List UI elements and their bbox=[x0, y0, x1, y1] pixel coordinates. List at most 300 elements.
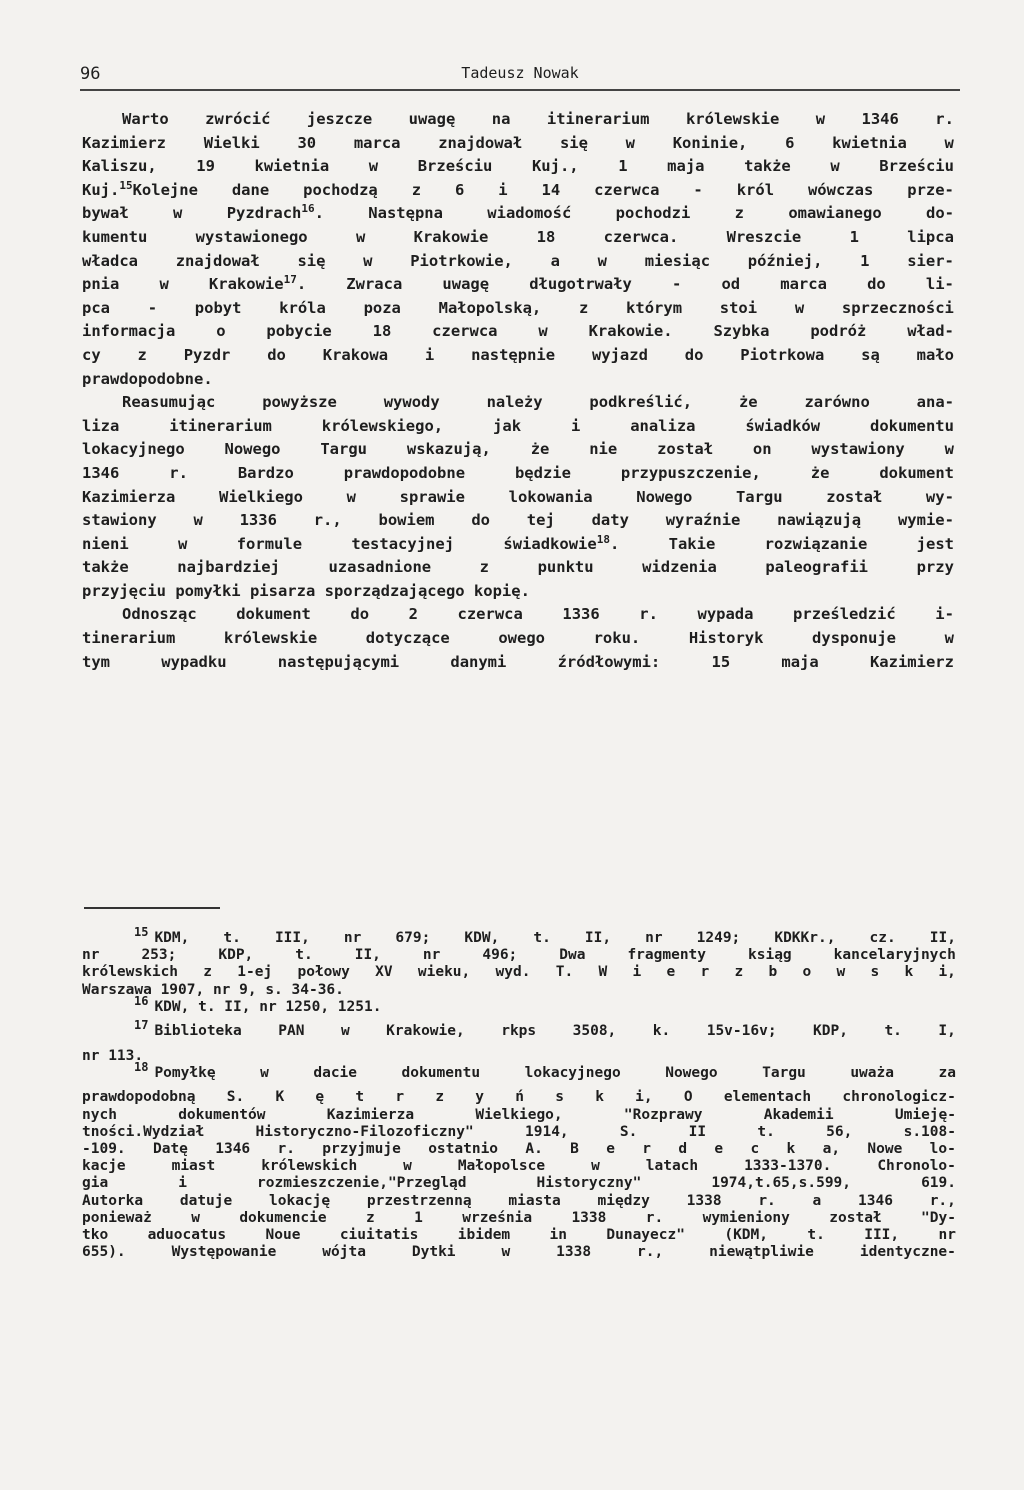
word: do- bbox=[926, 204, 954, 223]
word: Nowego bbox=[224, 440, 281, 459]
word: pca bbox=[82, 298, 110, 317]
word: cz. bbox=[869, 930, 896, 946]
word: tinerarium bbox=[82, 629, 176, 648]
word: kancelaryjnych bbox=[833, 947, 956, 964]
word: następującymi bbox=[277, 652, 400, 671]
body-line bbox=[82, 393, 954, 417]
word: 1249; bbox=[696, 930, 741, 946]
word: 1346 bbox=[215, 1141, 251, 1157]
word: r., bbox=[313, 511, 342, 530]
word: do bbox=[471, 511, 490, 530]
word: daty bbox=[591, 511, 629, 530]
word: w bbox=[178, 534, 188, 553]
word: że bbox=[530, 440, 550, 459]
word: nieni bbox=[82, 534, 129, 553]
word: Datę bbox=[152, 1141, 188, 1157]
word: nie bbox=[589, 440, 618, 459]
word: roku. bbox=[593, 629, 641, 648]
word: król bbox=[736, 180, 775, 199]
word: Kazimierz bbox=[869, 652, 954, 671]
body-line bbox=[82, 488, 954, 512]
word: z bbox=[366, 1209, 375, 1226]
word: Następna bbox=[368, 204, 443, 223]
word: w bbox=[355, 227, 366, 246]
word: r. bbox=[639, 605, 658, 624]
body-line bbox=[82, 629, 954, 653]
body-line bbox=[82, 605, 954, 629]
word: tko bbox=[82, 1226, 109, 1243]
footnote-line bbox=[82, 1089, 956, 1106]
word: e bbox=[714, 1141, 724, 1157]
word: 496; bbox=[482, 947, 518, 964]
word: za bbox=[938, 1064, 956, 1081]
word: Kuj. bbox=[82, 180, 120, 199]
word: władca bbox=[82, 251, 138, 270]
word: pnia bbox=[82, 275, 120, 294]
word: uważa bbox=[850, 1064, 894, 1081]
footnote-number: 18 bbox=[134, 1059, 149, 1074]
word: w bbox=[363, 251, 373, 270]
word: chronologicz- bbox=[842, 1089, 956, 1106]
word: kumentu bbox=[82, 227, 148, 246]
body-text bbox=[82, 110, 954, 676]
word: liza bbox=[82, 416, 120, 435]
word: prze- bbox=[907, 180, 954, 199]
word: królewskiego, bbox=[321, 416, 444, 435]
footnote-line bbox=[82, 1193, 956, 1210]
word: wówczas bbox=[807, 180, 874, 199]
word: wieku, bbox=[417, 964, 471, 981]
body-line bbox=[82, 299, 954, 323]
word: czerwca. bbox=[603, 227, 679, 246]
word: s bbox=[870, 964, 880, 981]
word: Kazimierza bbox=[82, 487, 176, 506]
word: Dytki bbox=[411, 1244, 456, 1261]
word: królewskich bbox=[82, 964, 179, 981]
word: do bbox=[867, 275, 886, 294]
word: został bbox=[826, 487, 883, 506]
word: z bbox=[203, 964, 213, 981]
word: także bbox=[82, 558, 129, 577]
word: miesiąc bbox=[644, 251, 711, 270]
word: świadkowie bbox=[503, 534, 597, 553]
footnote-line bbox=[82, 1227, 956, 1244]
word: kacje bbox=[82, 1158, 126, 1175]
word: ponieważ bbox=[82, 1209, 152, 1226]
word: d bbox=[678, 1141, 688, 1157]
word: w bbox=[625, 133, 635, 152]
word: lipca bbox=[907, 227, 954, 246]
footnote-line bbox=[82, 1124, 956, 1141]
word: z bbox=[137, 345, 147, 364]
body-line bbox=[82, 346, 954, 370]
word: itinerarium bbox=[169, 416, 272, 435]
word: został bbox=[829, 1209, 882, 1226]
footnote-line bbox=[82, 947, 956, 964]
word: r. bbox=[277, 1141, 295, 1157]
word: o bbox=[216, 322, 226, 341]
word: Krakowie bbox=[208, 275, 284, 294]
word: Dunayecz" bbox=[606, 1226, 685, 1243]
word: wyjazd bbox=[591, 345, 648, 364]
word: w bbox=[944, 133, 954, 152]
word: zwrócić bbox=[205, 110, 271, 128]
word: dokumentu bbox=[869, 416, 954, 435]
word: na bbox=[491, 110, 511, 128]
word: także bbox=[744, 157, 791, 176]
word: k. bbox=[652, 1023, 671, 1040]
word: że bbox=[810, 463, 830, 482]
footnote-line bbox=[82, 1059, 956, 1090]
word: Małopolsce bbox=[457, 1158, 546, 1175]
word: mało bbox=[916, 345, 954, 364]
word: PAN bbox=[278, 1023, 305, 1040]
footnote-line bbox=[82, 1244, 956, 1261]
word: Targu bbox=[320, 440, 368, 459]
word: znajdował bbox=[438, 133, 523, 152]
word: w bbox=[368, 157, 379, 176]
word: II, bbox=[929, 930, 956, 946]
word: prawdopodobną bbox=[82, 1089, 196, 1106]
footnote-separator bbox=[84, 907, 220, 909]
word: 1338 bbox=[556, 1244, 592, 1261]
word: lo- bbox=[929, 1141, 956, 1157]
word: III, bbox=[864, 1226, 900, 1243]
word: KDW, bbox=[464, 930, 500, 946]
word: jak bbox=[493, 416, 522, 435]
footnote-line bbox=[82, 993, 956, 1024]
word: - bbox=[147, 298, 158, 317]
word: o bbox=[802, 964, 812, 981]
body-line bbox=[82, 653, 954, 677]
word: następnie bbox=[471, 345, 556, 364]
footnote-text: t. II, nr 1250, 1251. bbox=[189, 998, 382, 1015]
footnote-text: Warszawa 1907, nr 9, s. 34-36. bbox=[82, 981, 344, 998]
word: 1974,t.65,s.599, bbox=[711, 1175, 852, 1192]
word: przypuszczenie, bbox=[620, 463, 761, 482]
word: r. bbox=[645, 1209, 664, 1226]
word: k bbox=[786, 1141, 796, 1157]
word: kwietnia bbox=[832, 133, 907, 152]
word: r., bbox=[929, 1192, 956, 1209]
word: uwagę bbox=[442, 275, 490, 294]
word: w bbox=[340, 1023, 350, 1040]
body-line-text: przyjęciu pomyłki pisarza sporządzającego kopię. bbox=[82, 581, 530, 600]
word: Kazimierza bbox=[326, 1106, 415, 1123]
word: nych bbox=[82, 1106, 117, 1123]
body-line bbox=[82, 511, 954, 535]
word: lokacyjnego bbox=[82, 440, 185, 459]
word: długotrwały bbox=[529, 275, 632, 294]
word: III, bbox=[274, 930, 310, 946]
word: w bbox=[173, 204, 183, 223]
word: wypada bbox=[697, 605, 754, 624]
word: 3508, bbox=[572, 1023, 617, 1040]
word: punktu bbox=[537, 558, 594, 577]
word: Reasumując bbox=[122, 393, 216, 412]
word: uwagę bbox=[408, 110, 456, 128]
footnote-number: 17 bbox=[134, 1018, 149, 1033]
word: "Dy- bbox=[921, 1209, 956, 1226]
word: wład- bbox=[907, 322, 954, 341]
word: Nowe bbox=[867, 1141, 903, 1157]
word: KDW, bbox=[154, 998, 190, 1015]
word: czerwca bbox=[457, 605, 523, 624]
word: KDP, bbox=[218, 947, 254, 964]
word: A. bbox=[525, 1141, 543, 1157]
word: że bbox=[738, 393, 758, 412]
word: 19 bbox=[196, 157, 215, 176]
word: y bbox=[475, 1089, 485, 1106]
word: 1 bbox=[414, 1209, 423, 1226]
word: 15v-16v; bbox=[706, 1023, 777, 1040]
word: Wielkiego bbox=[218, 487, 303, 506]
word: wy- bbox=[925, 487, 954, 506]
word: w bbox=[815, 110, 826, 128]
body-line bbox=[82, 178, 954, 205]
word: KDKKr., bbox=[774, 930, 836, 946]
word: Kazimierz bbox=[82, 133, 166, 152]
word: w bbox=[403, 1158, 412, 1175]
word: r. bbox=[169, 463, 188, 482]
word: r bbox=[642, 1141, 652, 1157]
word: elementach bbox=[723, 1089, 812, 1106]
word: widzenia bbox=[642, 558, 717, 577]
word: dotyczące bbox=[365, 629, 450, 648]
word: t. bbox=[223, 930, 241, 946]
word: Nowego bbox=[665, 1064, 718, 1081]
word: z bbox=[411, 180, 422, 199]
word: latach bbox=[645, 1158, 699, 1175]
word: itinerarium bbox=[546, 110, 650, 128]
word: analiza bbox=[630, 416, 696, 435]
word: a, bbox=[822, 1141, 841, 1157]
word: 1 bbox=[860, 251, 870, 270]
word: Targu bbox=[762, 1064, 806, 1081]
word: i bbox=[498, 180, 508, 199]
word: w bbox=[944, 440, 954, 459]
word: Małopolską, bbox=[438, 298, 542, 317]
body-line bbox=[82, 322, 954, 346]
word: tym bbox=[82, 652, 110, 671]
word: KDP, bbox=[813, 1023, 848, 1040]
word: Krakowie bbox=[413, 227, 489, 246]
word: wskazują, bbox=[406, 440, 491, 459]
word: r. bbox=[758, 1192, 776, 1209]
word: powyższe bbox=[262, 393, 337, 412]
word: lokowania bbox=[508, 487, 593, 506]
word: Występowanie bbox=[171, 1244, 277, 1261]
word: nr bbox=[645, 930, 663, 946]
word: wymie- bbox=[897, 511, 954, 530]
word: i, bbox=[938, 964, 956, 981]
word: później, bbox=[747, 251, 823, 270]
word: 1914, bbox=[525, 1123, 569, 1140]
word: są bbox=[861, 345, 880, 364]
word: informacja bbox=[82, 322, 176, 341]
word: przyjmuje bbox=[322, 1141, 401, 1157]
running-head: Tadeusz Nowak bbox=[461, 64, 579, 82]
footnote-start bbox=[134, 1018, 242, 1040]
footnote-line bbox=[82, 1158, 956, 1175]
word: W bbox=[598, 964, 608, 981]
word: ę bbox=[315, 1089, 325, 1106]
word: gia bbox=[82, 1175, 109, 1192]
word: Pyzdrach bbox=[226, 204, 302, 223]
word: dokumentów bbox=[178, 1106, 266, 1123]
body-line bbox=[82, 275, 954, 299]
word: 679; bbox=[395, 930, 431, 946]
word: Koninie, bbox=[672, 133, 748, 152]
word: Umieję- bbox=[894, 1106, 956, 1123]
word: Wreszcie bbox=[726, 227, 802, 246]
word: KDM, bbox=[154, 930, 190, 946]
word: 30 bbox=[297, 133, 317, 152]
word: w bbox=[538, 322, 548, 341]
word: królewskich bbox=[261, 1158, 358, 1175]
word: in bbox=[549, 1226, 568, 1243]
body-line-text: prawdopodobne. bbox=[82, 369, 213, 388]
word-with-footnote-ref bbox=[209, 275, 306, 293]
word: marca bbox=[353, 133, 401, 152]
word: w bbox=[794, 298, 805, 317]
word: bywał bbox=[82, 204, 129, 223]
word: t. bbox=[807, 1226, 825, 1243]
word: . bbox=[314, 204, 324, 223]
word: K bbox=[275, 1089, 285, 1106]
word: k bbox=[595, 1089, 604, 1106]
footnote-reference: 17 bbox=[283, 273, 297, 287]
word: podkreślić, bbox=[589, 393, 693, 412]
word: Historyczno-Filozoficzny" bbox=[255, 1123, 474, 1140]
word: a bbox=[812, 1192, 822, 1209]
word: kwietnia bbox=[254, 157, 330, 176]
word: rkps bbox=[501, 1023, 537, 1040]
word: i bbox=[632, 964, 642, 981]
word: Warto bbox=[122, 110, 169, 128]
header-rule bbox=[80, 89, 960, 91]
word: Brześciu bbox=[879, 157, 954, 176]
word: Wielkiego, bbox=[475, 1106, 563, 1123]
word: Chronolo- bbox=[877, 1158, 956, 1175]
word: między bbox=[597, 1192, 650, 1209]
body-line bbox=[82, 532, 954, 559]
word: dokument bbox=[879, 463, 954, 482]
word: Zwraca bbox=[346, 275, 403, 294]
word: S. bbox=[226, 1089, 245, 1106]
body-line bbox=[82, 582, 954, 606]
footnote-line bbox=[82, 1175, 956, 1192]
word: dokument bbox=[236, 605, 311, 624]
word: 18 bbox=[536, 227, 556, 246]
word-with-footnote-ref bbox=[503, 532, 620, 553]
word: i bbox=[178, 1175, 187, 1192]
word: w bbox=[597, 251, 607, 270]
word: 655). bbox=[82, 1244, 126, 1261]
word: b bbox=[768, 964, 778, 981]
word: II bbox=[688, 1123, 707, 1140]
footnote-text: nr 113. bbox=[82, 1047, 144, 1064]
footnote-reference: 15 bbox=[119, 178, 133, 192]
word: I, bbox=[938, 1023, 956, 1040]
word-with-footnote-ref bbox=[227, 204, 324, 222]
word: którym bbox=[626, 298, 683, 317]
word: czerwca bbox=[594, 180, 660, 199]
word: sprawie bbox=[399, 487, 465, 506]
footnote-start bbox=[134, 993, 190, 1015]
word: aduocatus bbox=[147, 1226, 227, 1243]
word: nr bbox=[938, 1226, 956, 1243]
word: sier- bbox=[907, 251, 954, 270]
word: 1346 bbox=[861, 110, 899, 128]
word: Szybka bbox=[713, 322, 770, 341]
word: 1 bbox=[849, 227, 859, 246]
footnote-number: 15 bbox=[134, 925, 149, 939]
word: 6 bbox=[785, 133, 795, 152]
word: tności.Wydział bbox=[82, 1123, 205, 1140]
word: Odnosząc bbox=[122, 605, 197, 624]
word: cy bbox=[82, 345, 101, 364]
word: nr bbox=[422, 947, 441, 964]
footnote-start bbox=[134, 925, 190, 946]
word: wywody bbox=[383, 393, 440, 412]
word: rozmieszczenie,"Przegląd bbox=[257, 1175, 467, 1192]
word: dokumencie bbox=[239, 1209, 327, 1226]
word-with-footnote-ref bbox=[82, 178, 198, 199]
word: września bbox=[462, 1209, 533, 1226]
word: należy bbox=[486, 393, 543, 412]
word: . bbox=[296, 275, 307, 294]
word: e bbox=[666, 964, 676, 981]
word: został bbox=[657, 440, 714, 459]
word: z bbox=[578, 298, 589, 317]
word: Takie bbox=[668, 534, 716, 553]
word: prześledzić bbox=[793, 605, 896, 624]
word: przestrzenną bbox=[366, 1192, 472, 1209]
word: królewskie bbox=[223, 629, 318, 648]
word: . bbox=[609, 534, 620, 553]
word: fragmenty bbox=[627, 947, 707, 964]
word: ń bbox=[515, 1089, 524, 1106]
word: i bbox=[570, 416, 581, 435]
word: Pomyłkę bbox=[154, 1064, 216, 1081]
word: 1336 bbox=[239, 511, 277, 530]
word: w bbox=[944, 629, 954, 648]
word: do bbox=[684, 345, 704, 364]
word: t. bbox=[884, 1023, 902, 1040]
word: s.108- bbox=[903, 1123, 956, 1140]
word: prawdopodobne bbox=[343, 463, 466, 482]
word: II, bbox=[584, 930, 612, 946]
word: w bbox=[836, 964, 846, 981]
body-line bbox=[82, 417, 954, 441]
word: (KDM, bbox=[724, 1226, 768, 1243]
word: -109. bbox=[82, 1141, 126, 1157]
footnote-line bbox=[82, 1210, 956, 1227]
word: datuje bbox=[179, 1192, 233, 1209]
word: jest bbox=[916, 534, 954, 553]
word: wymieniony bbox=[702, 1209, 790, 1226]
word: paleografii bbox=[765, 558, 869, 577]
footnote-start bbox=[134, 1059, 216, 1081]
word: - bbox=[672, 275, 682, 294]
word: Autorka bbox=[82, 1192, 144, 1209]
word: wypadku bbox=[161, 652, 227, 671]
word: omawianego bbox=[788, 204, 882, 223]
footnote-reference: 16 bbox=[301, 202, 315, 216]
word: rozwiązanie bbox=[764, 534, 868, 553]
footnote-line bbox=[82, 925, 956, 947]
